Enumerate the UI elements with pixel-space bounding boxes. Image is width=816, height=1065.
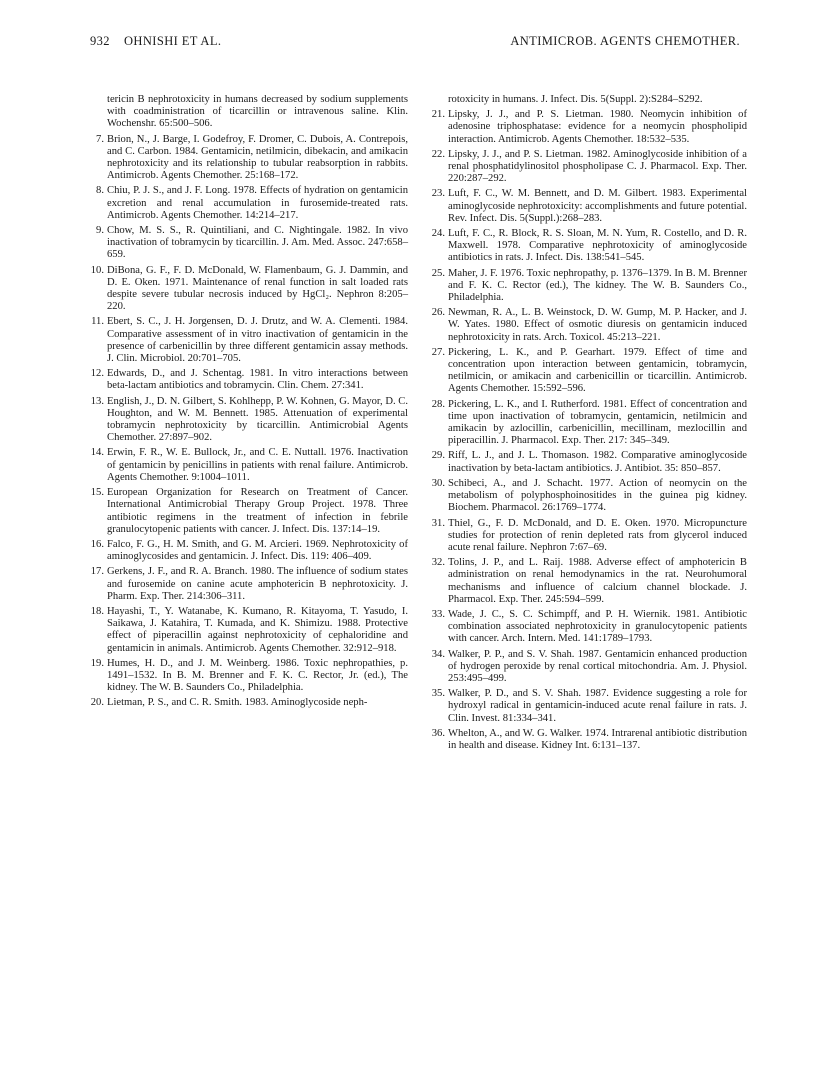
reference-number: 18.	[90, 605, 104, 617]
reference-text: Walker, P. P., and S. V. Shah. 1987. Gentamicin enhanced production of hydrogen peroxide by renal cortical mitochondria. Am. J. Physiol. 253:495–499.	[448, 648, 747, 684]
reference-text: Tolins, J. P., and L. Raij. 1988. Adverse effect of amphotericin B administration on renal hemodynamics in the rat. Neurohumoral mechanisms and influence of calcium channel blockade. J. Pharmacol. Exp. Ther. 245:594–599.	[448, 557, 747, 605]
reference-item	[90, 368, 408, 392]
reference-continuation: tericin B nephrotoxicity in humans decreased by sodium supplements with coadministration of ticarcillin or intravenous saline. Klin. Wochenshr. 65:500–506.	[107, 94, 408, 130]
reference-text: Edwards, D., and J. Schentag. 1981. In vitro interactions between beta-lactam antibiotics and tobramycin. Clin. Chem. 27:341.	[107, 368, 408, 392]
reference-number: 8.	[96, 185, 104, 197]
reference-item	[90, 487, 408, 536]
reference-text: Chow, M. S. S., R. Quintiliani, and C. Nightingale. 1982. In vivo inactivation of tobramycin by ticarcillin. J. Am. Med. Assoc. 247:658–659.	[107, 225, 408, 261]
reference-item	[90, 265, 408, 314]
reference-number: 34.	[431, 648, 445, 660]
reference-number: 13.	[90, 395, 104, 407]
reference-item	[90, 396, 408, 445]
reference-number: 10.	[90, 264, 104, 276]
reference-text: DiBona, G. F., F. D. McDonald, W. Flamenbaum, G. J. Dammin, and D. E. Oken. 1971. Maintenance of renal function in salt loaded rats despite severe tubular necrosis induced by HgCl₂. Nephron 8:205–220.	[107, 264, 408, 313]
reference-item	[431, 347, 747, 396]
reference-number: 31.	[431, 517, 445, 529]
reference-text: Pickering, L. K., and I. Rutherford. 1981. Effect of concentration and time upon inactivation of tobramycin, gentamicin, netilmicin and amikacin by azlocillin, carbenicillin, mecillinam, mezlocillin and piperacillin. J. Pharmacol. Exp. Ther. 217: 345–349.	[448, 398, 747, 447]
reference-item	[431, 609, 747, 646]
reference-item	[90, 606, 408, 655]
reference-text: Gerkens, J. F., and R. A. Branch. 1980. The influence of sodium states and furosemide on canine acute amphotericin B nephrotoxicity. J. Pharm. Exp. Ther. 214:306–311.	[107, 566, 408, 602]
reference-number: 16.	[90, 538, 104, 550]
reference-number: 33.	[431, 608, 445, 620]
reference-text: Riff, L. J., and J. L. Thomason. 1982. Comparative aminoglycoside inactivation by beta-lactam antibiotics. J. Antibiot. 35: 850–857.	[448, 450, 747, 474]
reference-text: Lipsky, J. J., and P. S. Lietman. 1980. Neomycin inhibition of adenosine triphosphatase: evidence for a neomycin phospholipid interaction. Antimicrob. Agents Chemother. 18:532–535.	[448, 109, 747, 145]
reference-item	[90, 185, 408, 222]
reference-item	[90, 539, 408, 563]
reference-number: 20.	[90, 697, 104, 709]
reference-number: 25.	[431, 267, 445, 279]
reference-number: 7.	[96, 133, 104, 145]
reference-item	[431, 268, 747, 305]
running-authors: OHNISHI ET AL.	[124, 34, 222, 48]
reference-number: 12.	[90, 368, 104, 380]
reference-number: 19.	[90, 657, 104, 669]
reference-text: Lipsky, J. J., and P. S. Lietman. 1982. Aminoglycoside inhibition of a renal phosphatidylinositol phospholipase C. J. Pharmacol. Exp. Ther. 220:287–292.	[448, 148, 747, 185]
reference-text: Brion, N., J. Barge, I. Godefroy, F. Dromer, C. Dubois, A. Contrepois, and C. Carbon. 1984. Gentamicin, netilmicin, dibekacin, and amikacin nephrotoxicity and its relationship to tubular reabsorption in rabbits. Antimicrob. Agents Chemother. 25:168–172.	[107, 133, 408, 182]
reference-item	[431, 557, 747, 606]
reference-item	[90, 225, 408, 262]
reference-number: 29.	[431, 450, 445, 462]
reference-item	[90, 134, 408, 183]
reference-text: Newman, R. A., L. B. Weinstock, D. W. Gump, M. P. Hacker, and J. W. Yates. 1980. Effect of osmotic diuresis on gentamicin induced nephrotoxicity in rats. Arch. Toxicol. 45:213–221.	[448, 307, 747, 343]
reference-number: 35.	[431, 688, 445, 700]
reference-text: Erwin, F. R., W. E. Bullock, Jr., and C. E. Nuttall. 1976. Inactivation of gentamicin by penicillins in patients with renal failure. Antimicrob. Agents Chemother. 9:1004–1011.	[107, 447, 408, 483]
reference-text: Chiu, P. J. S., and J. F. Long. 1978. Effects of hydration on gentamicin excretion and renal accumulation in furosemide-treated rats. Antimicrob. Agents Chemother. 14:214–217.	[107, 185, 408, 221]
reference-item	[431, 109, 747, 146]
reference-text: Maher, J. F. 1976. Toxic nephropathy, p. 1376–1379. In B. M. Brenner and F. K. C. Rector (ed.), The kidney. The W. B. Saunders Co., Philadelphia.	[448, 267, 747, 304]
reference-number: 30.	[431, 477, 445, 489]
reference-item	[90, 697, 408, 709]
reference-text: Walker, P. D., and S. V. Shah. 1987. Evidence suggesting a role for hydroxyl radical in gentamicin-induced acute renal failure in rats. J. Clin. Invest. 81:334–341.	[448, 688, 747, 724]
reference-number: 28.	[431, 398, 445, 410]
reference-list-right	[431, 109, 747, 752]
reference-text: Whelton, A., and W. G. Walker. 1974. Intrarenal antibiotic distribution in health and disease. Kidney Int. 6:131–137.	[448, 727, 747, 751]
reference-text: Hayashi, T., Y. Watanabe, K. Kumano, R. Kitayoma, T. Yasudo, I. Saikawa, J. Katahira, T. Kumada, and K. Shimizu. 1988. Protective effect of piperacillin against nephrotoxicity of cephaloridine and gentamicin in animals. Antimicrob. Agents Chemother. 32:912–918.	[107, 605, 408, 654]
reference-number: 22.	[431, 148, 445, 160]
reference-continuation: rotoxicity in humans. J. Infect. Dis. 5(Suppl. 2):S284–S292.	[448, 94, 703, 105]
reference-text: Pickering, L. K., and P. Gearhart. 1979. Effect of time and concentration upon interaction between gentamicin, tobramycin, netilmicin, or amikacin and carbenicillin or ticarcillin. Antimicrob. Agents Chemother. 15:592–596.	[448, 346, 747, 395]
reference-item	[90, 658, 408, 695]
reference-item	[90, 316, 408, 365]
reference-text: English, J., D. N. Gilbert, S. Kohlhepp, P. W. Kohnen, G. Mayor, D. C. Houghton, and W. M. Bennett. 1985. Attenuation of experimental tobramycin nephrotoxicity by ticarcillin. Antimicrobial Agents Chemother. 27:897–902.	[107, 395, 408, 444]
right-column	[431, 94, 747, 755]
left-column	[90, 94, 408, 713]
reference-number: 9.	[96, 225, 104, 237]
reference-list-left	[90, 134, 408, 710]
reference-number: 36.	[431, 727, 445, 739]
reference-text: Thiel, G., F. D. McDonald, and D. E. Oken. 1970. Micropuncture studies for protection of renin depleted rats from glycerol induced acute renal failure. Nephron 7:67–69.	[448, 517, 747, 553]
reference-item	[431, 518, 747, 555]
journal-title: ANTIMICROB. AGENTS CHEMOTHER.	[510, 34, 740, 48]
reference-text: Luft, F. C., W. M. Bennett, and D. M. Gilbert. 1983. Experimental aminoglycoside nephrotoxicity: accomplishments and future potential. Rev. Infect. Dis. 5(Suppl.):268–283.	[448, 188, 747, 224]
reference-number: 21.	[431, 109, 445, 121]
reference-item	[431, 307, 747, 344]
page-number: 932	[90, 34, 110, 48]
reference-text: Ebert, S. C., J. H. Jorgensen, D. J. Drutz, and W. A. Clementi. 1984. Comparative assessment of in vitro inactivation of gentamicin in the presence of carbenicillin by three different gentamicin assay methods. J. Clin. Microbiol. 20:701–705.	[107, 316, 408, 365]
reference-number: 24.	[431, 228, 445, 240]
reference-item	[431, 478, 747, 515]
reference-text: European Organization for Research on Treatment of Cancer. International Antimicrobial Therapy Group Project. 1978. Three antibiotic regimens in the treatment of infection in febrile granulocytopenic patients with cancer. J. Infect. Dis. 137:14–19.	[107, 487, 408, 535]
reference-item	[90, 566, 408, 603]
reference-item	[431, 728, 747, 752]
reference-text: Luft, F. C., R. Block, R. S. Sloan, M. N. Yum, R. Costello, and D. R. Maxwell. 1978. Comparative nephrotoxicity of aminoglycoside antibiotics in rats. J. Infect. Dis. 138:541–545.	[448, 228, 747, 264]
page-header	[90, 34, 740, 54]
reference-number: 32.	[431, 557, 445, 569]
reference-item	[431, 450, 747, 474]
reference-text: Humes, H. D., and J. M. Weinberg. 1986. Toxic nephropathies, p. 1491–1532. In B. M. Brenner and F. K. C. Rector, Jr. (ed.), The kidney. The W. B. Saunders Co., Philadelphia.	[107, 657, 408, 694]
reference-number: 26.	[431, 307, 445, 319]
reference-text: Schibeci, A., and J. Schacht. 1977. Action of neomycin on the metabolism of polyphosphoinositides in the guinea pig kidney. Biochem. Pharmacol. 26:1769–1774.	[448, 477, 747, 514]
reference-number: 14.	[90, 447, 104, 459]
reference-item	[431, 149, 747, 186]
reference-item	[431, 228, 747, 265]
reference-item	[431, 688, 747, 725]
reference-item	[90, 447, 408, 484]
reference-item	[431, 399, 747, 448]
reference-text: Wade, J. C., S. C. Schimpff, and P. H. Wiernik. 1981. Antibiotic combination associated nephrotoxicity in granulocytopenic patients with cancer. Arch. Intern. Med. 141:1789–1793.	[448, 608, 747, 645]
reference-number: 11.	[91, 316, 104, 328]
reference-number: 27.	[431, 346, 445, 358]
reference-number: 23.	[431, 188, 445, 200]
reference-text: Lietman, P. S., and C. R. Smith. 1983. Aminoglycoside neph-	[107, 697, 368, 709]
reference-number: 15.	[90, 487, 104, 499]
reference-text: Falco, F. G., H. M. Smith, and G. M. Arcieri. 1969. Nephrotoxicity of aminoglycosides and gentamicin. J. Infect. Dis. 119: 406–409.	[107, 538, 408, 563]
reference-item	[431, 188, 747, 225]
reference-number: 17.	[90, 566, 104, 578]
reference-item	[431, 649, 747, 686]
